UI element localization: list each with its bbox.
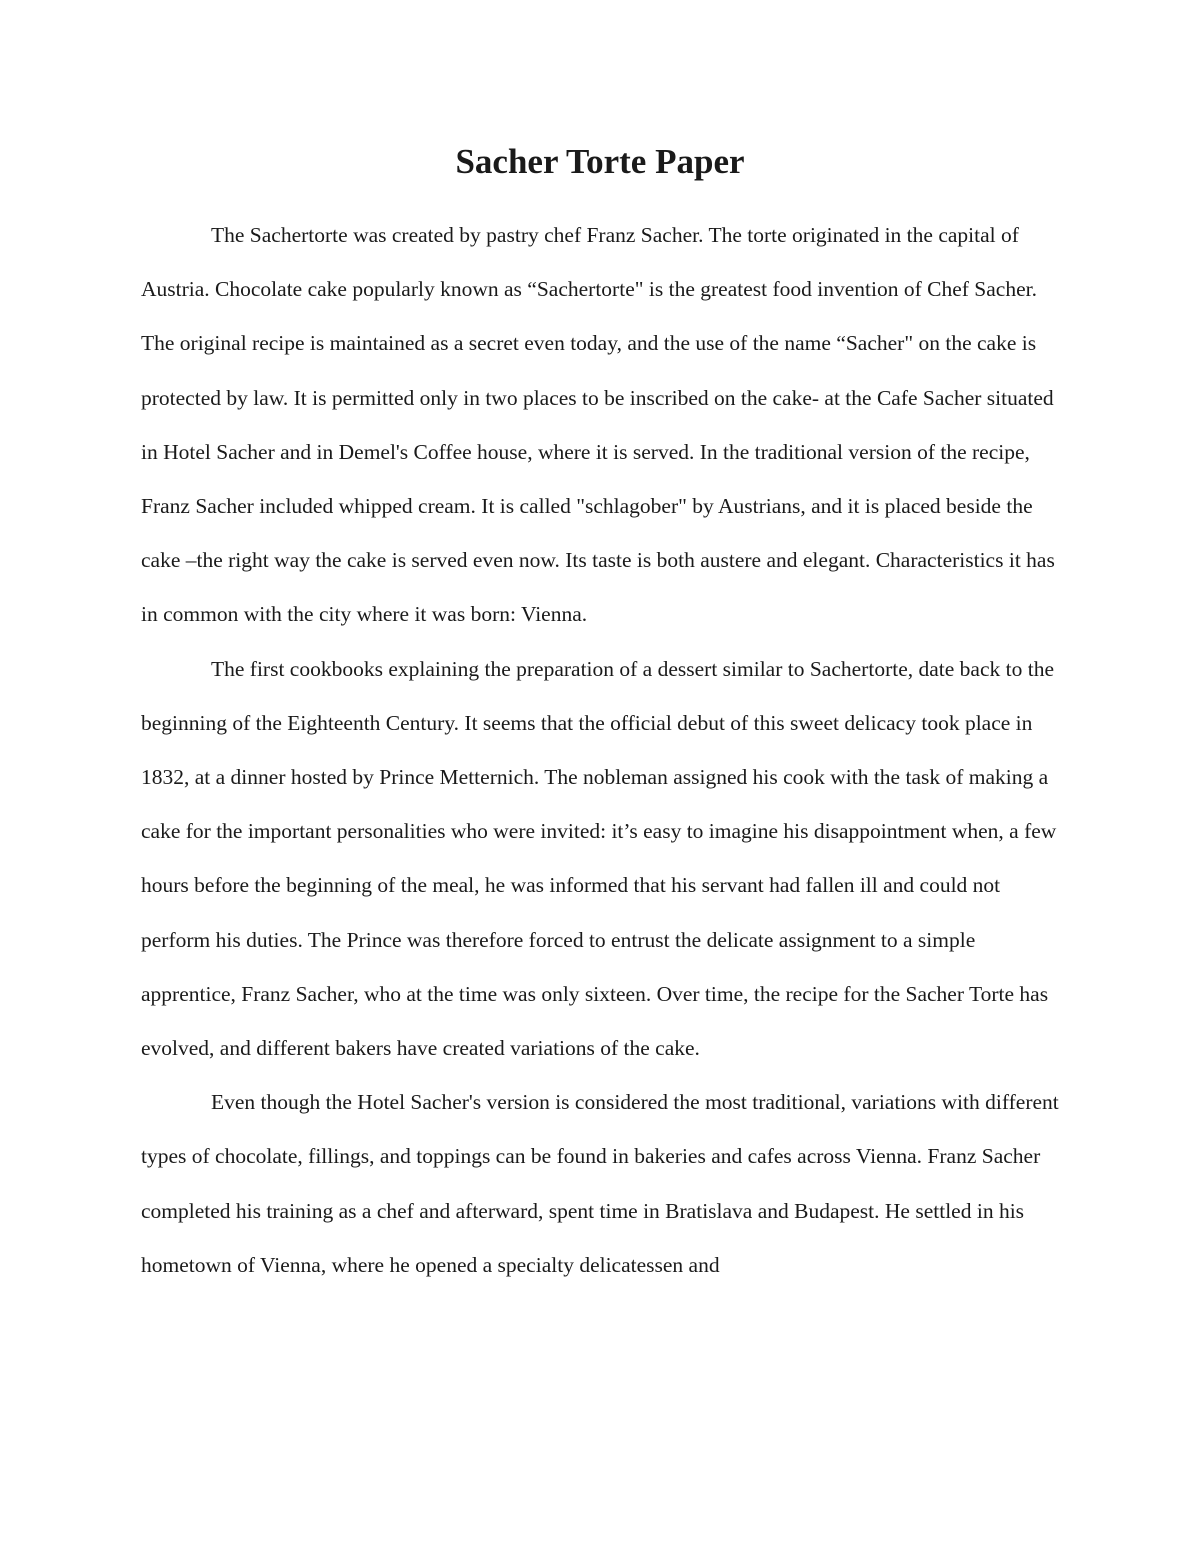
paragraph-2: The first cookbooks explaining the preparation of a dessert similar to Sachertorte, date back to the beginning of the Eighteenth Century. It seems that the official debut of this sweet delicacy took place in 1832, at a dinner hosted by Prince Metternich. The nobleman assigned his cook with the task of making a cake for the important personalities who were invited: it’s easy to imagine his disappointment when, a few hours before the beginning of the meal, he was informed that his servant had fallen ill and could not perform his duties. The Prince was therefore forced to entrust the delicate assignment to a simple apprentice, Franz Sacher, who at the time was only sixteen. Over time, the recipe for the Sacher Torte has evolved, and different bakers have created variations of the cake. — [141, 656, 1057, 1061]
paragraph-3: Even though the Hotel Sacher's version is considered the most traditional, variations with different types of chocolate, fillings, and toppings can be found in bakeries and cafes across Vienna. Franz Sacher completed his training as a chef and afterward, spent time in Bratislava and Budapest. He settled in his hometown of Vienna, where he opened a specialty delicatessen and — [141, 1090, 1059, 1277]
document-body — [141, 208, 1066, 1292]
document-title: Sacher Torte Paper — [455, 142, 745, 181]
paragraph-1: The Sachertorte was created by pastry chef Franz Sacher. The torte originated in the capital of Austria. Chocolate cake popularly known as “Sachertorte" is the greatest food invention of Chef Sacher. The original recipe is maintained as a secret even today, and the use of the name “Sacher" on the cake is protected by law. It is permitted only in two places to be inscribed on the cake- at the Cafe Sacher situated in Hotel Sacher and in Demel's Coffee house, where it is served. In the traditional version of the recipe, Franz Sacher included whipped cream. It is called "schlagober" by Austrians, and it is placed beside the cake –the right way the cake is served even now. Its taste is both austere and elegant. Characteristics it has in common with the city where it was born: Vienna. — [141, 223, 1055, 627]
